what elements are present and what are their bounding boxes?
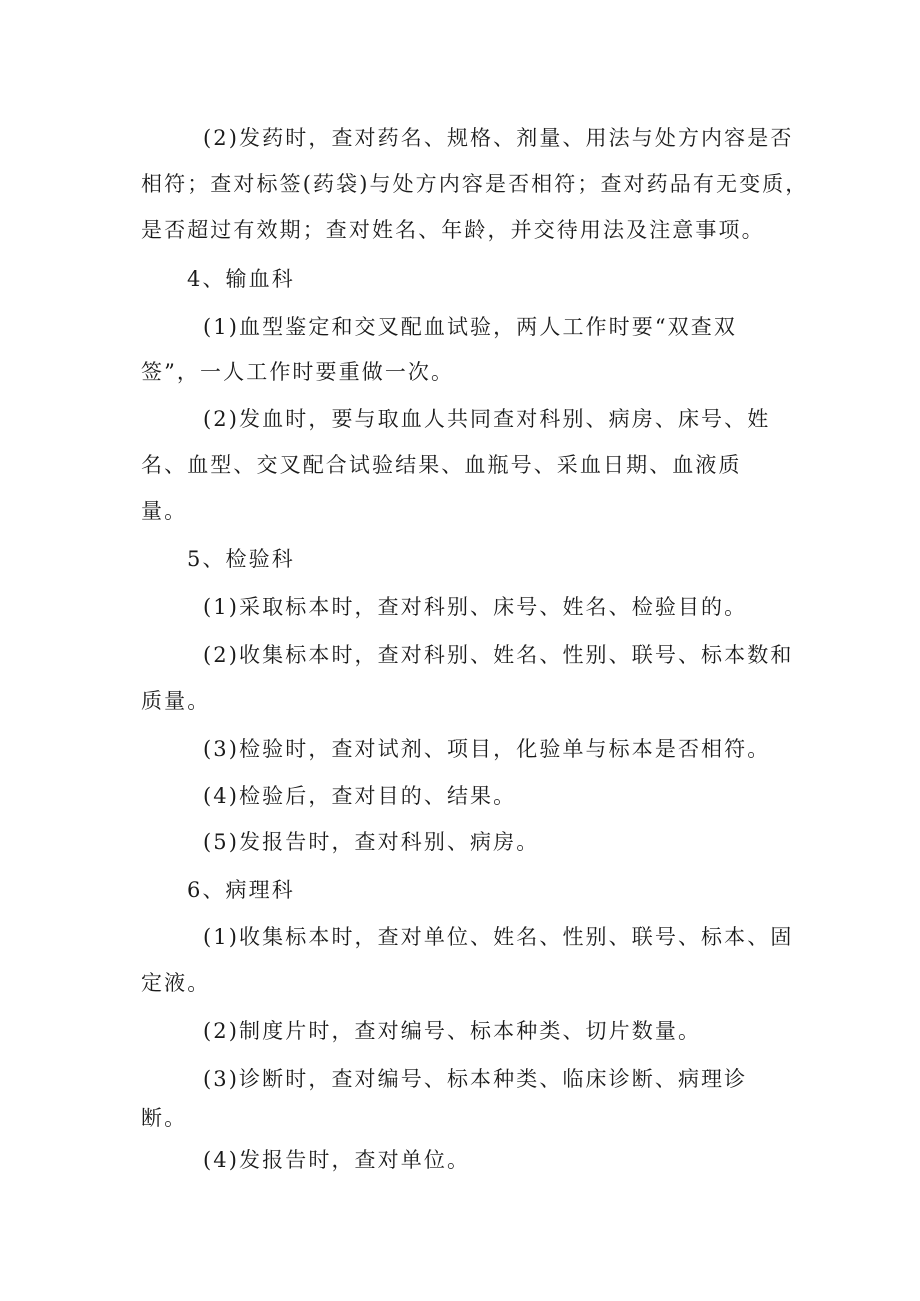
paragraph-line: (2)发药时，查对药名、规格、剂量、用法与处方内容是否 xyxy=(203,126,794,150)
paragraph-line: (2)收集标本时，查对科别、姓名、性别、联号、标本数和 xyxy=(203,643,794,667)
paragraph-line: 名、血型、交叉配合试验结果、血瓶号、采血日期、血液质 xyxy=(141,453,742,477)
paragraph-line: (5)发报告时，查对科别、病房。 xyxy=(203,830,540,854)
paragraph-line: (1)采取标本时，查对科别、床号、姓名、检验目的。 xyxy=(203,595,748,619)
paragraph-line: (2)发血时，要与取血人共同查对科别、病房、床号、姓 xyxy=(203,407,771,431)
section-heading: 4、输血科 xyxy=(187,267,295,291)
paragraph-line: 相符；查对标签(药袋)与处方内容是否相符；查对药品有无变质， xyxy=(141,172,809,196)
paragraph-line: (2)制度片时，查对编号、标本种类、切片数量。 xyxy=(203,1019,702,1043)
paragraph-line: 是否超过有效期；查对姓名、年龄，并交待用法及注意事项。 xyxy=(141,218,765,242)
paragraph-line: 定液。 xyxy=(141,971,211,995)
paragraph-line: 质量。 xyxy=(141,689,211,713)
paragraph-line: (1)收集标本时，查对单位、姓名、性别、联号、标本、固 xyxy=(203,925,794,949)
paragraph-line: (3)检验时，查对试剂、项目，化验单与标本是否相符。 xyxy=(203,737,771,761)
paragraph-line: (1)血型鉴定和交叉配血试验，两人工作时要“双查双 xyxy=(203,315,737,339)
paragraph-line: (4)检验后，查对目的、结果。 xyxy=(203,784,517,808)
paragraph-line: (4)发报告时，查对单位。 xyxy=(203,1148,471,1172)
paragraph-line: 签”，一人工作时要重做一次。 xyxy=(141,360,455,384)
paragraph-line: 量。 xyxy=(141,499,188,523)
paragraph-line: 断。 xyxy=(141,1106,188,1130)
section-heading: 6、病理科 xyxy=(187,878,295,902)
paragraph-line: (3)诊断时，查对编号、标本种类、临床诊断、病理诊 xyxy=(203,1067,748,1091)
section-heading: 5、检验科 xyxy=(187,547,295,571)
